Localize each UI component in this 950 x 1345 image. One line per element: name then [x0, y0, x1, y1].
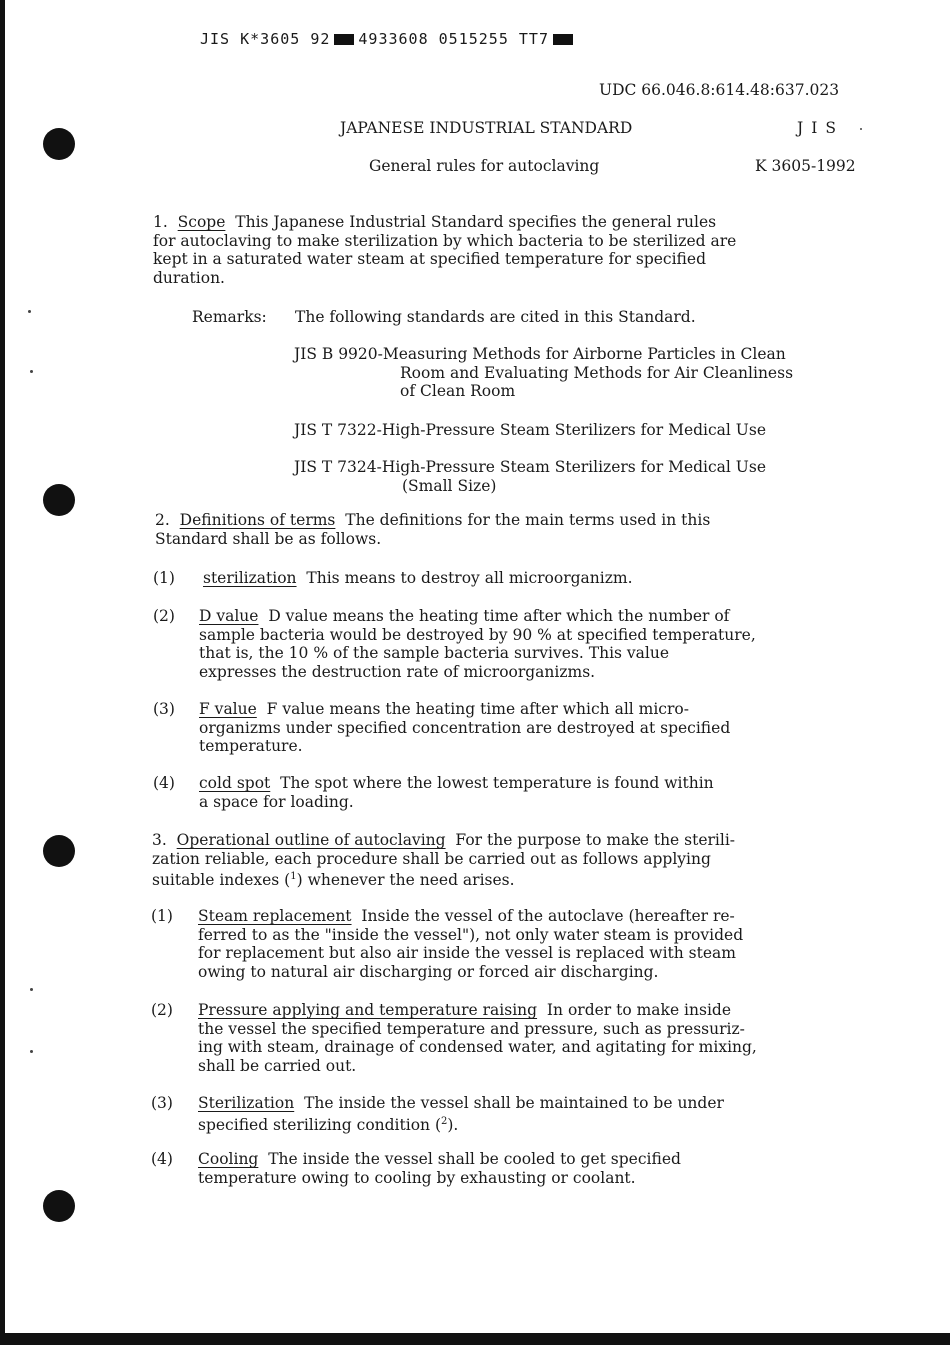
text-line: the vessel the specified temperature and pressure, such as pressuriz-	[198, 1019, 745, 1038]
text-line: duration.	[153, 268, 225, 287]
text-line: The spot where the lowest temperature is found within	[280, 774, 714, 792]
text-line: organizms under specified concentration are destroyed at specified	[199, 718, 731, 737]
text-line: ferred to as the "inside the vessel"), not only water steam is provided	[198, 925, 744, 944]
procedure-item	[198, 1001, 757, 1075]
text-line: D value means the heating time after which the number of	[268, 607, 730, 625]
section-3-heading: Operational outline of autoclaving	[176, 831, 446, 849]
section-3	[152, 831, 735, 890]
text-line: ing with steam, drainage of condensed water, and agitating for mixing,	[198, 1038, 757, 1057]
item-number: (4)	[151, 1150, 173, 1168]
document-code-line	[200, 30, 577, 48]
punch-hole	[43, 835, 75, 867]
text-line: Inside the vessel of the autoclave (hereafter re-	[361, 907, 735, 925]
punch-hole	[43, 128, 75, 160]
text-line: shall be carried out.	[198, 1056, 357, 1075]
citation-lead: JIS B 9920-Measuring Methods for Airborne Particles in Clean	[294, 345, 786, 363]
text-line: ) whenever the need arises.	[296, 871, 515, 890]
code-part-2: 4933608 0515255 TT7	[358, 30, 549, 48]
section-2	[155, 511, 710, 548]
scan-speck	[28, 310, 31, 313]
text-line: kept in a saturated water steam at specified temperature for specified	[153, 250, 706, 269]
item-number: (2)	[153, 607, 175, 625]
definition-term: sterilization	[203, 569, 297, 587]
definition-item	[199, 700, 730, 756]
procedure-term: Cooling	[198, 1150, 259, 1168]
standard-number: K 3605-1992	[755, 157, 856, 175]
standard-title: JAPANESE INDUSTRIAL STANDARD	[340, 119, 633, 137]
definition-term: D value	[199, 607, 259, 625]
document-subject: General rules for autoclaving	[369, 157, 600, 175]
text-line: The inside the vessel shall be maintained to be under	[304, 1094, 724, 1112]
code-part-1: JIS K*3605 92	[200, 30, 331, 48]
footnote-ref: 1	[290, 871, 297, 883]
text-line: for autoclaving to make sterilization by which bacteria to be sterilized are	[153, 231, 737, 250]
scan-bottom-edge	[0, 1333, 950, 1345]
definition-item	[203, 569, 633, 588]
procedure-item	[198, 1094, 724, 1134]
udc-code: UDC 66.046.8:614.48:637.023	[599, 81, 840, 99]
citation	[294, 345, 793, 401]
remarks-label: Remarks:	[192, 308, 267, 326]
scan-speck	[30, 370, 33, 373]
punch-hole	[43, 484, 75, 516]
remarks-text: The following standards are cited in this Standard.	[295, 308, 696, 326]
jis-mark: JIS	[797, 119, 844, 137]
text-line: expresses the destruction rate of microorganizms.	[199, 662, 596, 681]
citation-continuation: (Small Size)	[402, 476, 497, 495]
section-1-heading: Scope	[177, 213, 226, 231]
citation-lead: JIS T 7324-High-Pressure Steam Sterilizers for Medical Use	[294, 458, 767, 476]
text-line: F value means the heating time after which all micro-	[266, 700, 689, 718]
scan-speck	[30, 988, 33, 991]
text-line: sample bacteria would be destroyed by 90 % at specified temperature,	[199, 625, 756, 644]
procedure-term: Sterilization	[198, 1094, 295, 1112]
citation	[294, 421, 766, 440]
footnote-ref: 2	[441, 1115, 448, 1127]
redaction-block	[553, 34, 573, 45]
procedure-term: Steam replacement	[198, 907, 352, 925]
scan-speck	[30, 1050, 33, 1053]
text-line: a space for loading.	[199, 792, 354, 811]
text-line: For the purpose to make the sterili-	[455, 831, 736, 849]
item-number: (1)	[153, 569, 175, 587]
item-number: (3)	[153, 700, 175, 718]
text-line: zation reliable, each procedure shall be carried out as follows applying	[152, 849, 711, 868]
text-line: specified sterilizing condition (	[198, 1115, 441, 1134]
definition-term: F value	[199, 700, 257, 718]
procedure-item	[198, 907, 743, 981]
scan-left-edge	[0, 0, 5, 1345]
citation-continuation: Room and Evaluating Methods for Air Cleanliness	[400, 363, 794, 382]
definition-item	[199, 774, 714, 811]
text-line: temperature.	[199, 737, 303, 756]
procedure-term: Pressure applying and temperature raising	[198, 1001, 538, 1019]
text-line: In order to make inside	[546, 1001, 731, 1019]
section-1	[153, 213, 873, 287]
citation-continuation: of Clean Room	[400, 382, 516, 401]
section-2-number: 2.	[155, 511, 170, 529]
text-line: Standard shall be as follows.	[155, 529, 382, 548]
section-1-number: 1.	[153, 213, 168, 231]
text-line: This means to destroy all microorganizm.	[306, 569, 633, 587]
text-line: ).	[447, 1115, 459, 1134]
definition-item	[199, 607, 756, 681]
item-number: (3)	[151, 1094, 173, 1112]
section-2-heading: Definitions of terms	[179, 511, 336, 529]
text-line: suitable indexes (	[152, 871, 291, 890]
text-line: The definitions for the main terms used in this	[345, 511, 711, 529]
procedure-item	[198, 1150, 681, 1187]
text-line: owing to natural air discharging or forced air discharging.	[198, 962, 659, 981]
punch-hole	[43, 1190, 75, 1222]
item-number: (4)	[153, 774, 175, 792]
item-number: (2)	[151, 1001, 173, 1019]
citation	[294, 458, 766, 495]
text-line: This Japanese Industrial Standard specifies the general rules	[235, 213, 717, 231]
redaction-block	[334, 34, 354, 45]
definition-term: cold spot	[199, 774, 271, 792]
item-number: (1)	[151, 907, 173, 925]
citation-lead: JIS T 7322-High-Pressure Steam Sterilizers for Medical Use	[294, 421, 767, 439]
text-line: for replacement but also air inside the vessel is replaced with steam	[198, 944, 736, 963]
text-line: The inside the vessel shall be cooled to get specified	[268, 1150, 681, 1168]
text-line: that is, the 10 % of the sample bacteria survives. This value	[199, 644, 670, 663]
scan-speck	[860, 128, 862, 130]
section-3-number: 3.	[152, 831, 167, 849]
text-line: temperature owing to cooling by exhausting or coolant.	[198, 1168, 636, 1187]
